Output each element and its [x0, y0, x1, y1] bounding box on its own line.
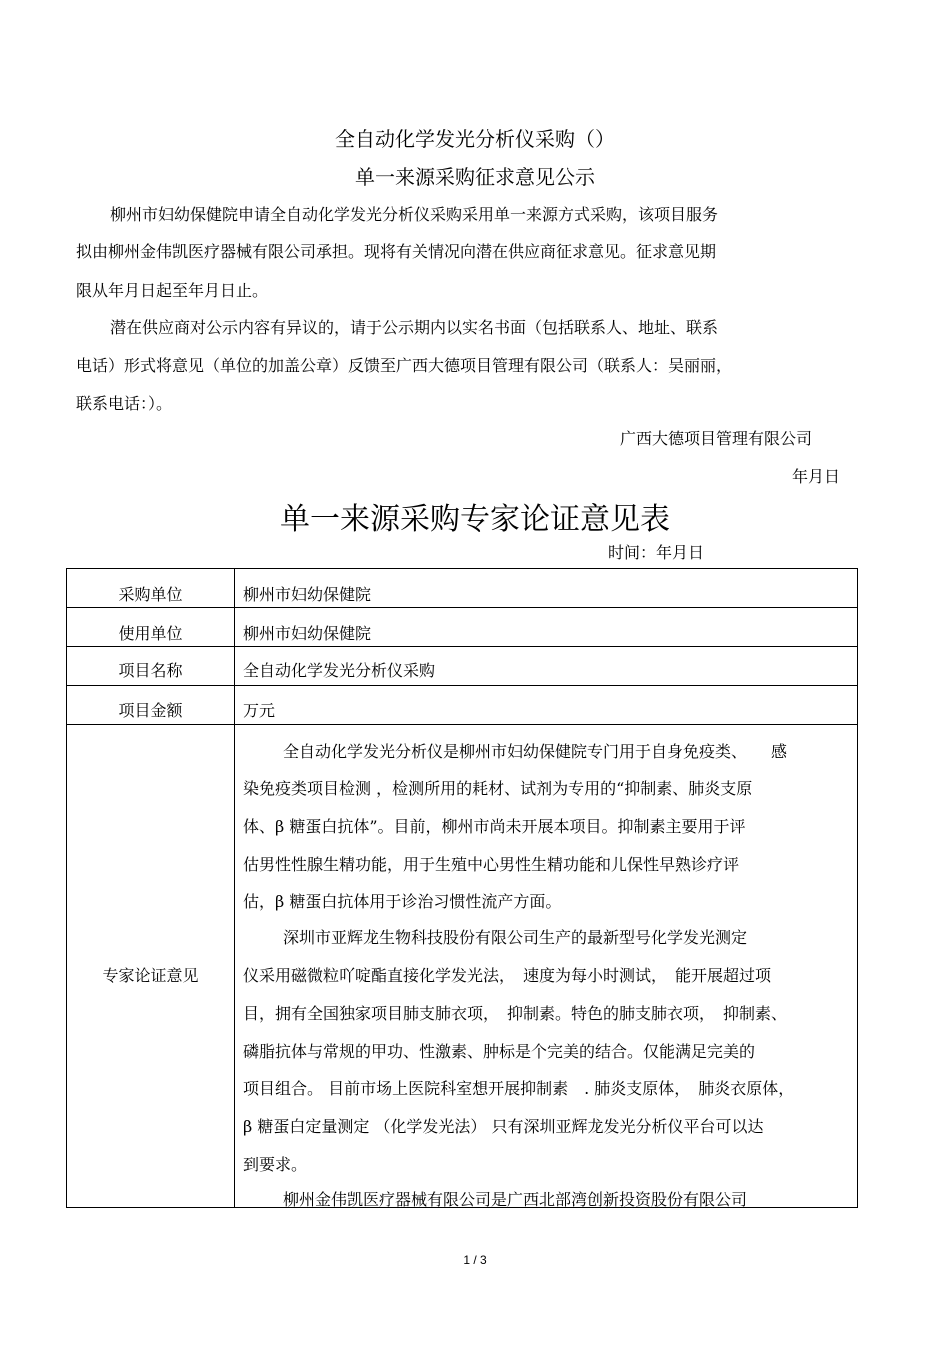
table-row	[67, 647, 857, 686]
row-label-amount: 项目金额	[118, 701, 183, 720]
opinion-line: 到要求。	[243, 1155, 308, 1174]
row-label-user: 使用单位	[118, 624, 183, 643]
row-value-purchaser: 柳州市妇幼保健院	[243, 585, 372, 604]
notice-para2-line1: 潜在供应商对公示内容有异议的，请于公示期内以实名书面（包括联系人、地址、联系	[110, 318, 719, 337]
opinion-line: 仪采用磁微粒吖啶酯直接化学发光法， 速度为每小时测试， 能开展超过项	[243, 966, 772, 985]
form-title: 单一来源采购专家论证意见表	[280, 502, 670, 537]
opinion-line: 磷脂抗体与常规的甲功、性激素、肿标是个完美的结合。仅能满足完美的	[243, 1042, 756, 1061]
opinion-line: 全自动化学发光分析仪是柳州市妇幼保健院专门用于自身免疫类、 感	[283, 742, 788, 761]
signature-company: 广西大德项目管理有限公司	[620, 429, 813, 448]
signature-date: 年月日	[792, 467, 841, 486]
notice-title-line1: 全自动化学发光分析仪采购（）	[335, 127, 615, 151]
opinion-line: β 糖蛋白定量测定 （化学发光法） 只有深圳亚辉龙发光分析仪平台可以达	[243, 1117, 764, 1136]
table-row	[67, 686, 857, 725]
table-row	[67, 569, 857, 608]
notice-para1-line3: 限从年月日起至年月日止。	[76, 281, 269, 300]
notice-para2-line3: 联系电话：）。	[76, 394, 173, 413]
opinion-table	[66, 568, 858, 1208]
row-label-project-name: 项目名称	[118, 661, 183, 680]
opinion-line: 深圳市亚辉龙生物科技股份有限公司生产的最新型号化学发光测定	[283, 928, 748, 947]
opinion-label: 专家论证意见	[102, 966, 199, 985]
opinion-line: 估男性性腺生精功能，用于生殖中心男性生精功能和儿保性早熟诊疗评	[243, 855, 740, 874]
row-value-project-name: 全自动化学发光分析仪采购	[243, 661, 436, 680]
opinion-line: 体、β 糖蛋白抗体”。目前，柳州市尚未开展本项目。抑制素主要用于评	[243, 817, 746, 836]
row-value-amount: 万元	[243, 701, 276, 720]
notice-para1-line2: 拟由柳州金伟凯医疗器械有限公司承担。现将有关情况向潜在供应商征求意见。征求意见期	[76, 242, 717, 261]
row-label-purchaser: 采购单位	[118, 585, 183, 604]
form-time: 时间：年月日	[608, 543, 705, 562]
opinion-line: 项目组合。 目前市场上医院科室想开展抑制素 . 肺炎支原体， 肺炎衣原体，	[243, 1079, 795, 1098]
opinion-line: 柳州金伟凯医疗器械有限公司是广西北部湾创新投资股份有限公司	[283, 1190, 748, 1209]
notice-para1-line1: 柳州市妇幼保健院申请全自动化学发光分析仪采购采用单一来源方式采购，该项目服务	[110, 205, 719, 224]
opinion-line: 染免疫类项目检测 ，检测所用的耗材、试剂为专用的“抑制素、肺炎支原	[243, 779, 753, 798]
opinion-line: 目，拥有全国独家项目肺支肺衣项， 抑制素。特色的肺支肺衣项， 抑制素、	[243, 1004, 788, 1023]
row-value-user: 柳州市妇幼保健院	[243, 624, 372, 643]
notice-para2-line2: 电话）形式将意见（单位的加盖公章）反馈至广西大德项目管理有限公司（联系人：吴丽丽，	[76, 356, 733, 375]
opinion-line: 估，β 糖蛋白抗体用于诊治习惯性流产方面。	[243, 892, 562, 911]
notice-title-line2: 单一来源采购征求意见公示	[355, 165, 595, 189]
table-row	[67, 608, 857, 647]
page-number: 1 / 3	[463, 1253, 487, 1267]
